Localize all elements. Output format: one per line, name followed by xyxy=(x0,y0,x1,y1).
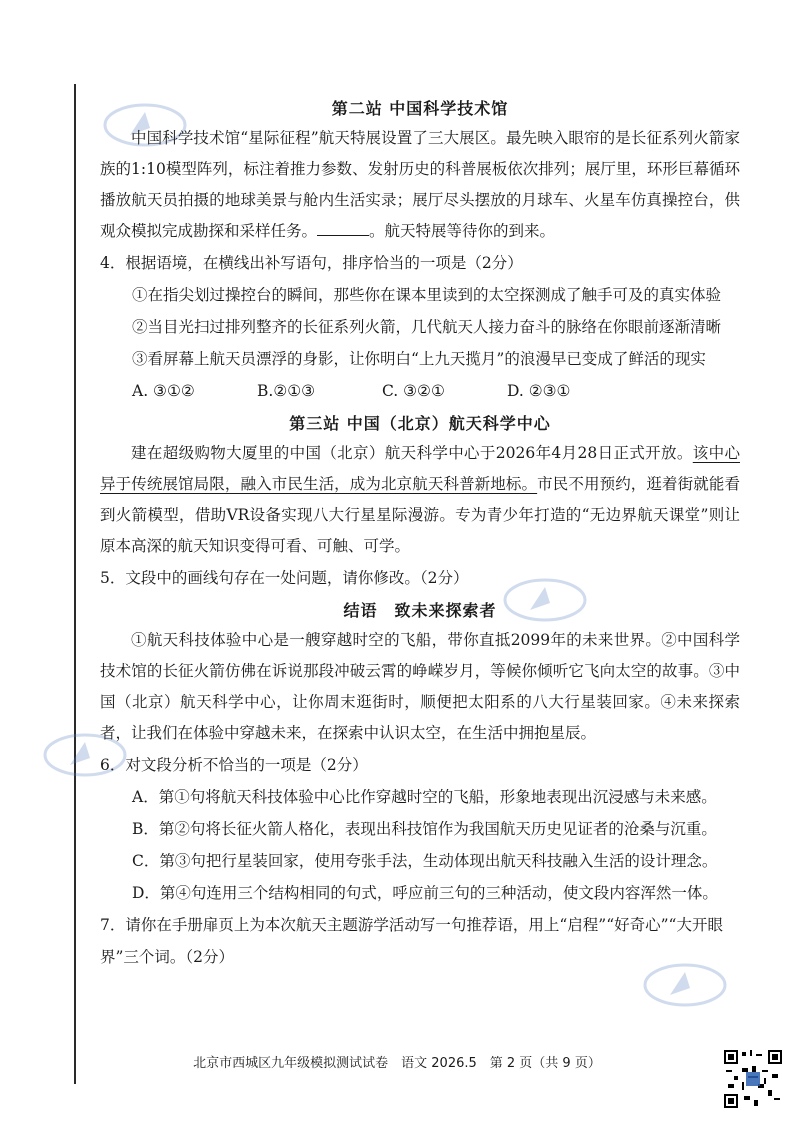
choice-d: D. ②③① xyxy=(507,382,571,400)
paragraph-text: 建在超级购物大厦里的中国（北京）航天科学中心于2026年4月28日正式开放。 xyxy=(131,444,693,462)
question-5-stem: 5．文段中的画线句存在一处问题，请你修改。（2分） xyxy=(100,569,469,587)
page-footer: 北京市西城区九年级模拟测试试卷 语文 2026.5 第 2 页（共 9 页） xyxy=(193,1056,601,1071)
choice-b: B.②①③ xyxy=(257,382,316,400)
paragraph-text: 。航天特展等待你的到来。 xyxy=(369,222,556,240)
q4-item: ②当目光扫过排列整齐的长征系列火箭，几代航天人接力奋斗的脉络在你眼前逐渐清晰 xyxy=(132,318,722,336)
choice-a: A. ③①② xyxy=(132,382,195,400)
conclusion-paragraph: ①航天科技体验中心是一艘穿越时空的飞船，带你直抵2099年的未来世界。②中国科学技术馆的长征火箭仿佛在诉说那段冲破云霄的峥嵘岁月，等候你倾听它飞向太空的故事。③中国（北京）航天科学中心，让你周末逛街时，顺便把太阳系的八大行星装回家。④未来探索者，让我们在体验中穿越未来，在探索中认识太空，在生活中拥抱星辰。 xyxy=(100,631,740,742)
q6-option-d: D．第④句连用三个结构相同的句式，呼应前三句的三种活动，使文段内容浑然一体。 xyxy=(132,884,718,902)
station2-paragraph xyxy=(100,123,740,247)
qr-code-icon xyxy=(724,1050,782,1108)
q6-option-b: B．第②句将长征火箭人格化，表现出科技馆作为我国航天历史见证者的沧桑与沉重。 xyxy=(132,820,717,838)
question-4-stem: 4．根据语境，在横线出补写语句，排序恰当的一项是（2分） xyxy=(100,254,523,272)
paragraph-text: 中国科学技术馆“星际征程”航天特展设置了三大展区。最先映入眼帘的是长征系列火箭家族的1:10模型阵列，标注着推力参数、发射历史的科普展板依次排列；展厅里，环形巨幕循环播放航天员拍摄的地球美景与舱内生活实录；展厅尽头摆放的月球车、火星车仿真操控台，供观众模拟完成勘探和采样任务。 xyxy=(100,129,740,240)
q4-item: ③看屏幕上航天员漂浮的身影，让你明白“上九天揽月”的浪漫早已变成了鲜活的现实 xyxy=(132,350,706,368)
exam-page-content xyxy=(100,92,740,973)
choice-c: C. ③②① xyxy=(382,382,445,400)
section-title-station2: 第二站 中国科学技术馆 xyxy=(331,99,509,118)
q4-item: ①在指尖划过操控台的瞬间，那些你在课本里读到的太空探测成了触手可及的真实体验 xyxy=(132,286,722,304)
question-6-stem: 6．对文段分析不恰当的一项是（2分） xyxy=(100,756,368,774)
fill-blank xyxy=(317,221,369,236)
q4-choices xyxy=(100,375,740,407)
underlined-sentence: 该中心异于传统展馆局限，融入市民生活，成为北京航天科普新地标。 xyxy=(100,444,740,493)
binding-margin-line xyxy=(74,84,76,1084)
section-title-station3: 第三站 中国（北京）航天科学中心 xyxy=(289,414,551,433)
paragraph-text: 市民不用预约，逛着街就能看到火箭模型，借助VR设备实现八大行星星际漫游。专为青少年打造的“无边界航天课堂”则让原本高深的航天知识变得可看、可触、可学。 xyxy=(100,475,740,555)
q6-option-c: C．第③句把行星装回家，使用夸张手法，生动体现出航天科技融入生活的设计理念。 xyxy=(132,852,718,870)
station3-paragraph xyxy=(100,438,740,562)
q6-option-a: A．第①句将航天科技体验中心比作穿越时空的飞船，形象地表现出沉浸感与未来感。 xyxy=(132,788,717,806)
section-title-conclusion: 结语 致未来探索者 xyxy=(343,601,497,620)
question-7-stem: 7．请你在手册扉页上为本次航天主题游学活动写一句推荐语，用上“启程”“好奇心”“大开眼界”三个词。（2分） xyxy=(100,916,723,966)
